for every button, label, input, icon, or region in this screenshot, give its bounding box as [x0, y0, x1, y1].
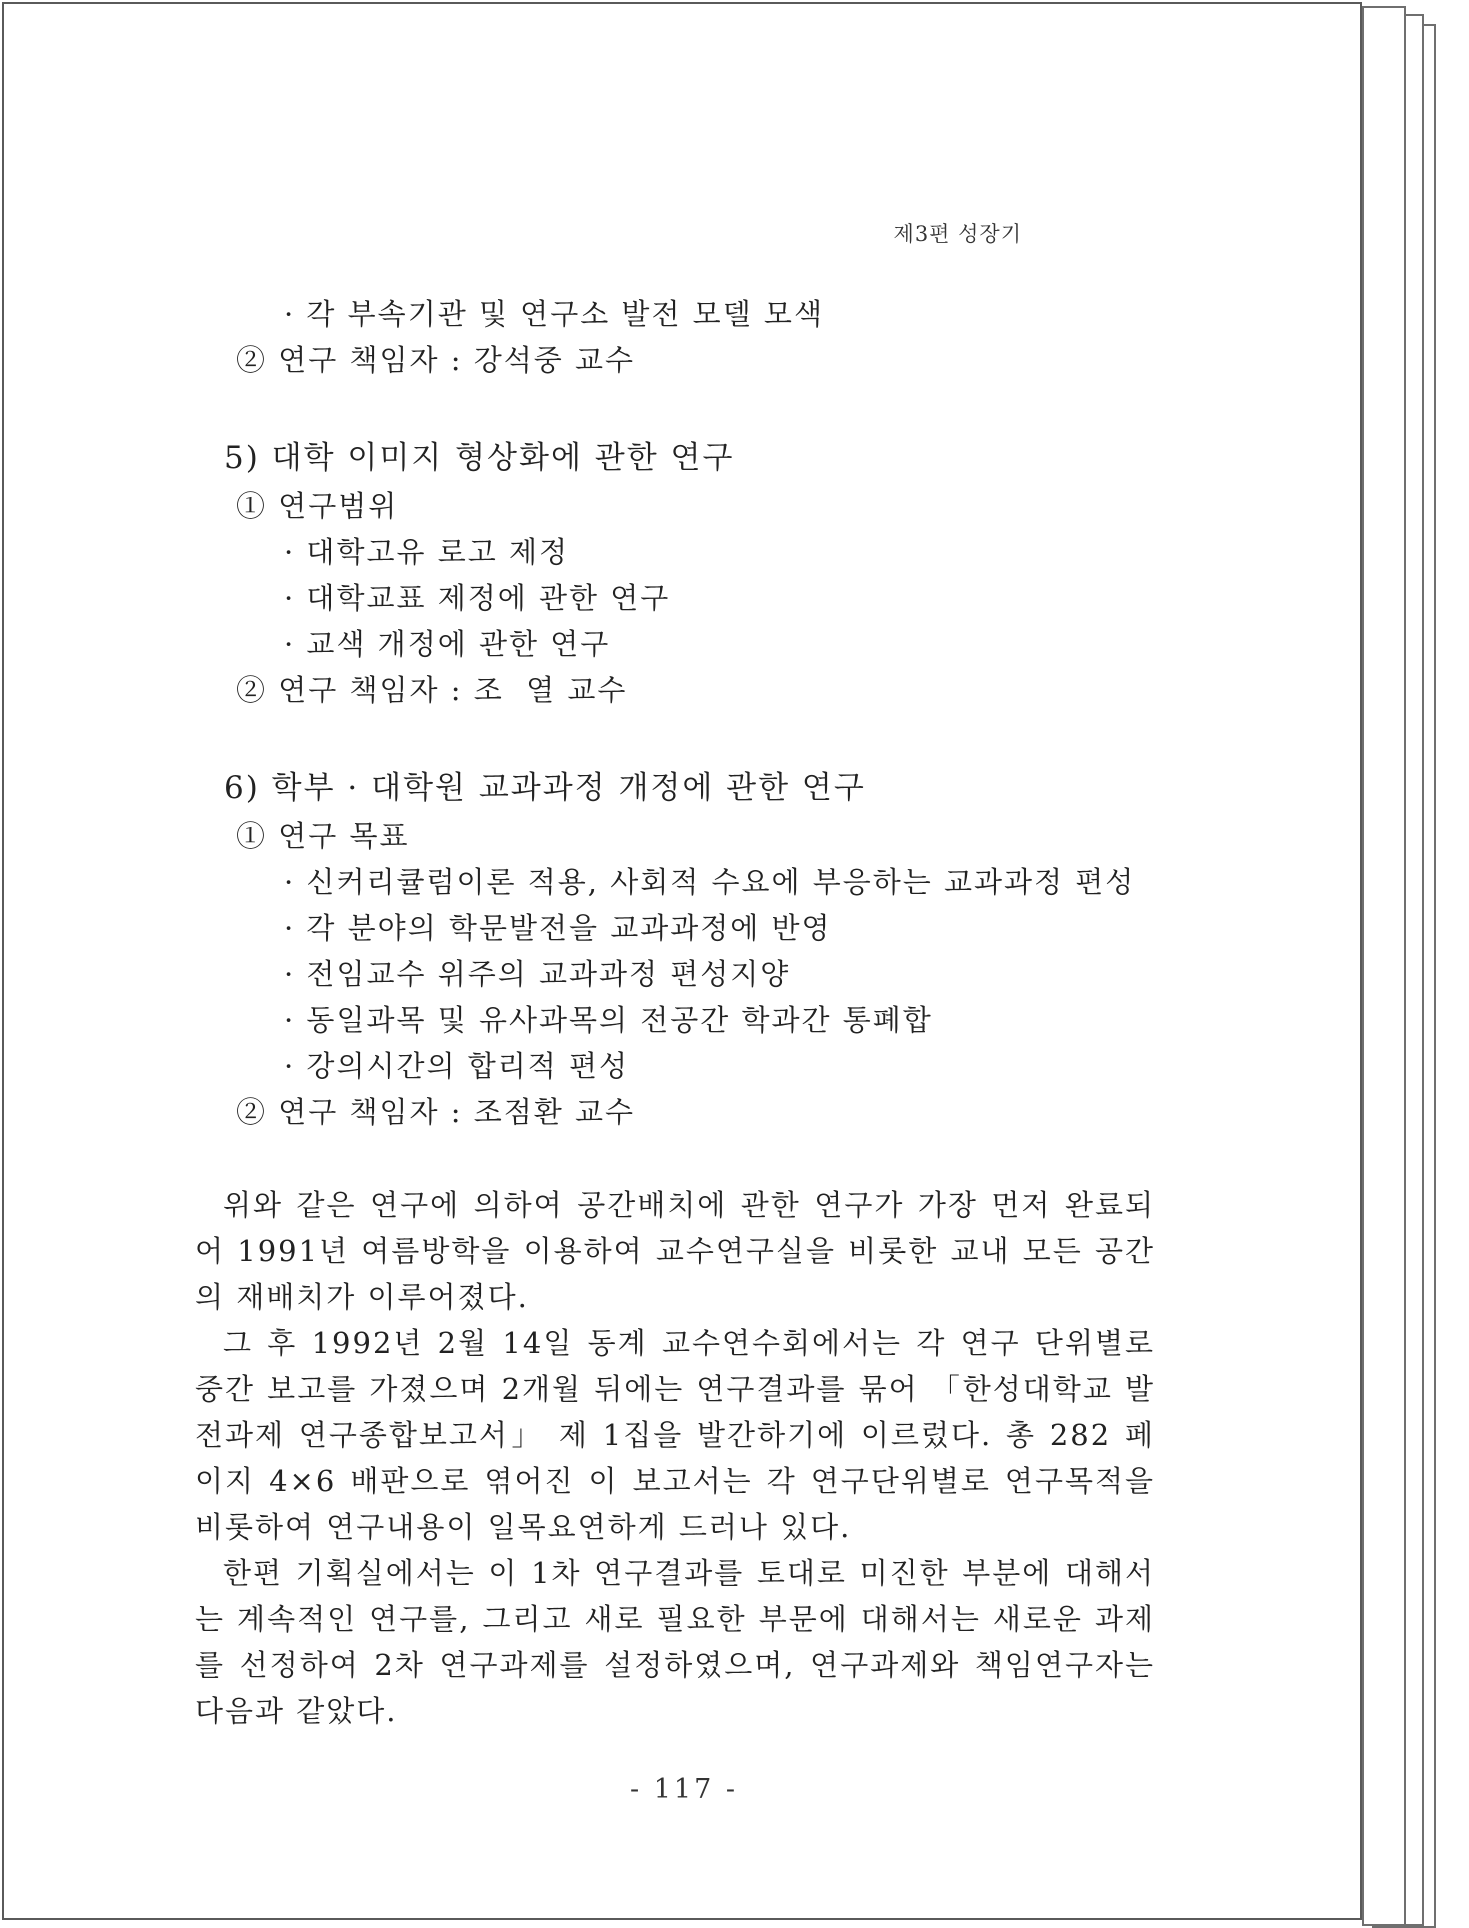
- paragraph: 그 후 1992년 2월 14일 동계 교수연수회에서는 각 연구 단위별로 중간 보고를 가졌으며 2개월 뒤에는 연구결과를 묶어 「한성대학교 발전과제 연구종합보고서」 제 1집을 발간하기에 이르렀다. 총 282 페이지 4×6 배판으로 엮어진 이 보고서는 각 연구단위별로 연구목적을 비롯하여 연구내용이 일목요연하게 드러나 있다.: [195, 1326, 1155, 1544]
- paragraph: 한편 기획실에서는 이 1차 연구결과를 토대로 미진한 부분에 대해서는 계속적인 연구를, 그리고 새로 필요한 부문에 대해서는 새로운 과제를 선정하여 2차 연구과제를 설정하였으며, 연구과제와 책임연구자는 다음과 같았다.: [195, 1556, 1155, 1728]
- page-edge-1: [1362, 6, 1406, 1926]
- bullet-line: · 교색 개정에 관한 연구: [284, 627, 611, 661]
- research-lead-line: ② 연구 책임자 : 조 열 교수: [236, 673, 628, 707]
- paragraph: 위와 같은 연구에 의하여 공간배치에 관한 연구가 가장 먼저 완료되어 1991년 여름방학을 이용하여 교수연구실을 비롯한 교내 모든 공간의 재배치가 이루어졌다.: [195, 1188, 1155, 1314]
- research-lead-line: ② 연구 책임자 : 조점환 교수: [236, 1095, 636, 1129]
- subsection-title: ① 연구범위: [236, 489, 399, 523]
- bullet-line: · 강의시간의 합리적 편성: [284, 1049, 630, 1083]
- research-lead-line: ② 연구 책임자 : 강석중 교수: [236, 343, 636, 377]
- body-text: [195, 1182, 1155, 1734]
- bullet-line: · 동일과목 및 유사과목의 전공간 학과간 통폐합: [284, 1003, 933, 1037]
- bullet-line: · 각 분야의 학문발전을 교과과정에 반영: [284, 911, 832, 945]
- bullet-line: · 신커리큘럼이론 적용, 사회적 수요에 부응하는 교과과정 편성: [284, 865, 1136, 899]
- bullet-line: · 대학고유 로고 제정: [284, 535, 569, 569]
- bullet-line: · 대학교표 제정에 관한 연구: [284, 581, 671, 615]
- bullet-line: · 전임교수 위주의 교과과정 편성지양: [284, 957, 791, 991]
- subsection-title: ① 연구 목표: [236, 819, 410, 853]
- section-heading-5: 5) 대학 이미지 형상화에 관한 연구: [224, 440, 735, 476]
- page-number: - 117 -: [630, 1774, 738, 1805]
- running-header: 제3편 성장기: [893, 222, 1022, 246]
- bullet-line: · 각 부속기관 및 연구소 발전 모델 모색: [284, 297, 824, 331]
- document-page: [2, 2, 1362, 1920]
- section-heading-6: 6) 학부 · 대학원 교과과정 개정에 관한 연구: [224, 770, 866, 806]
